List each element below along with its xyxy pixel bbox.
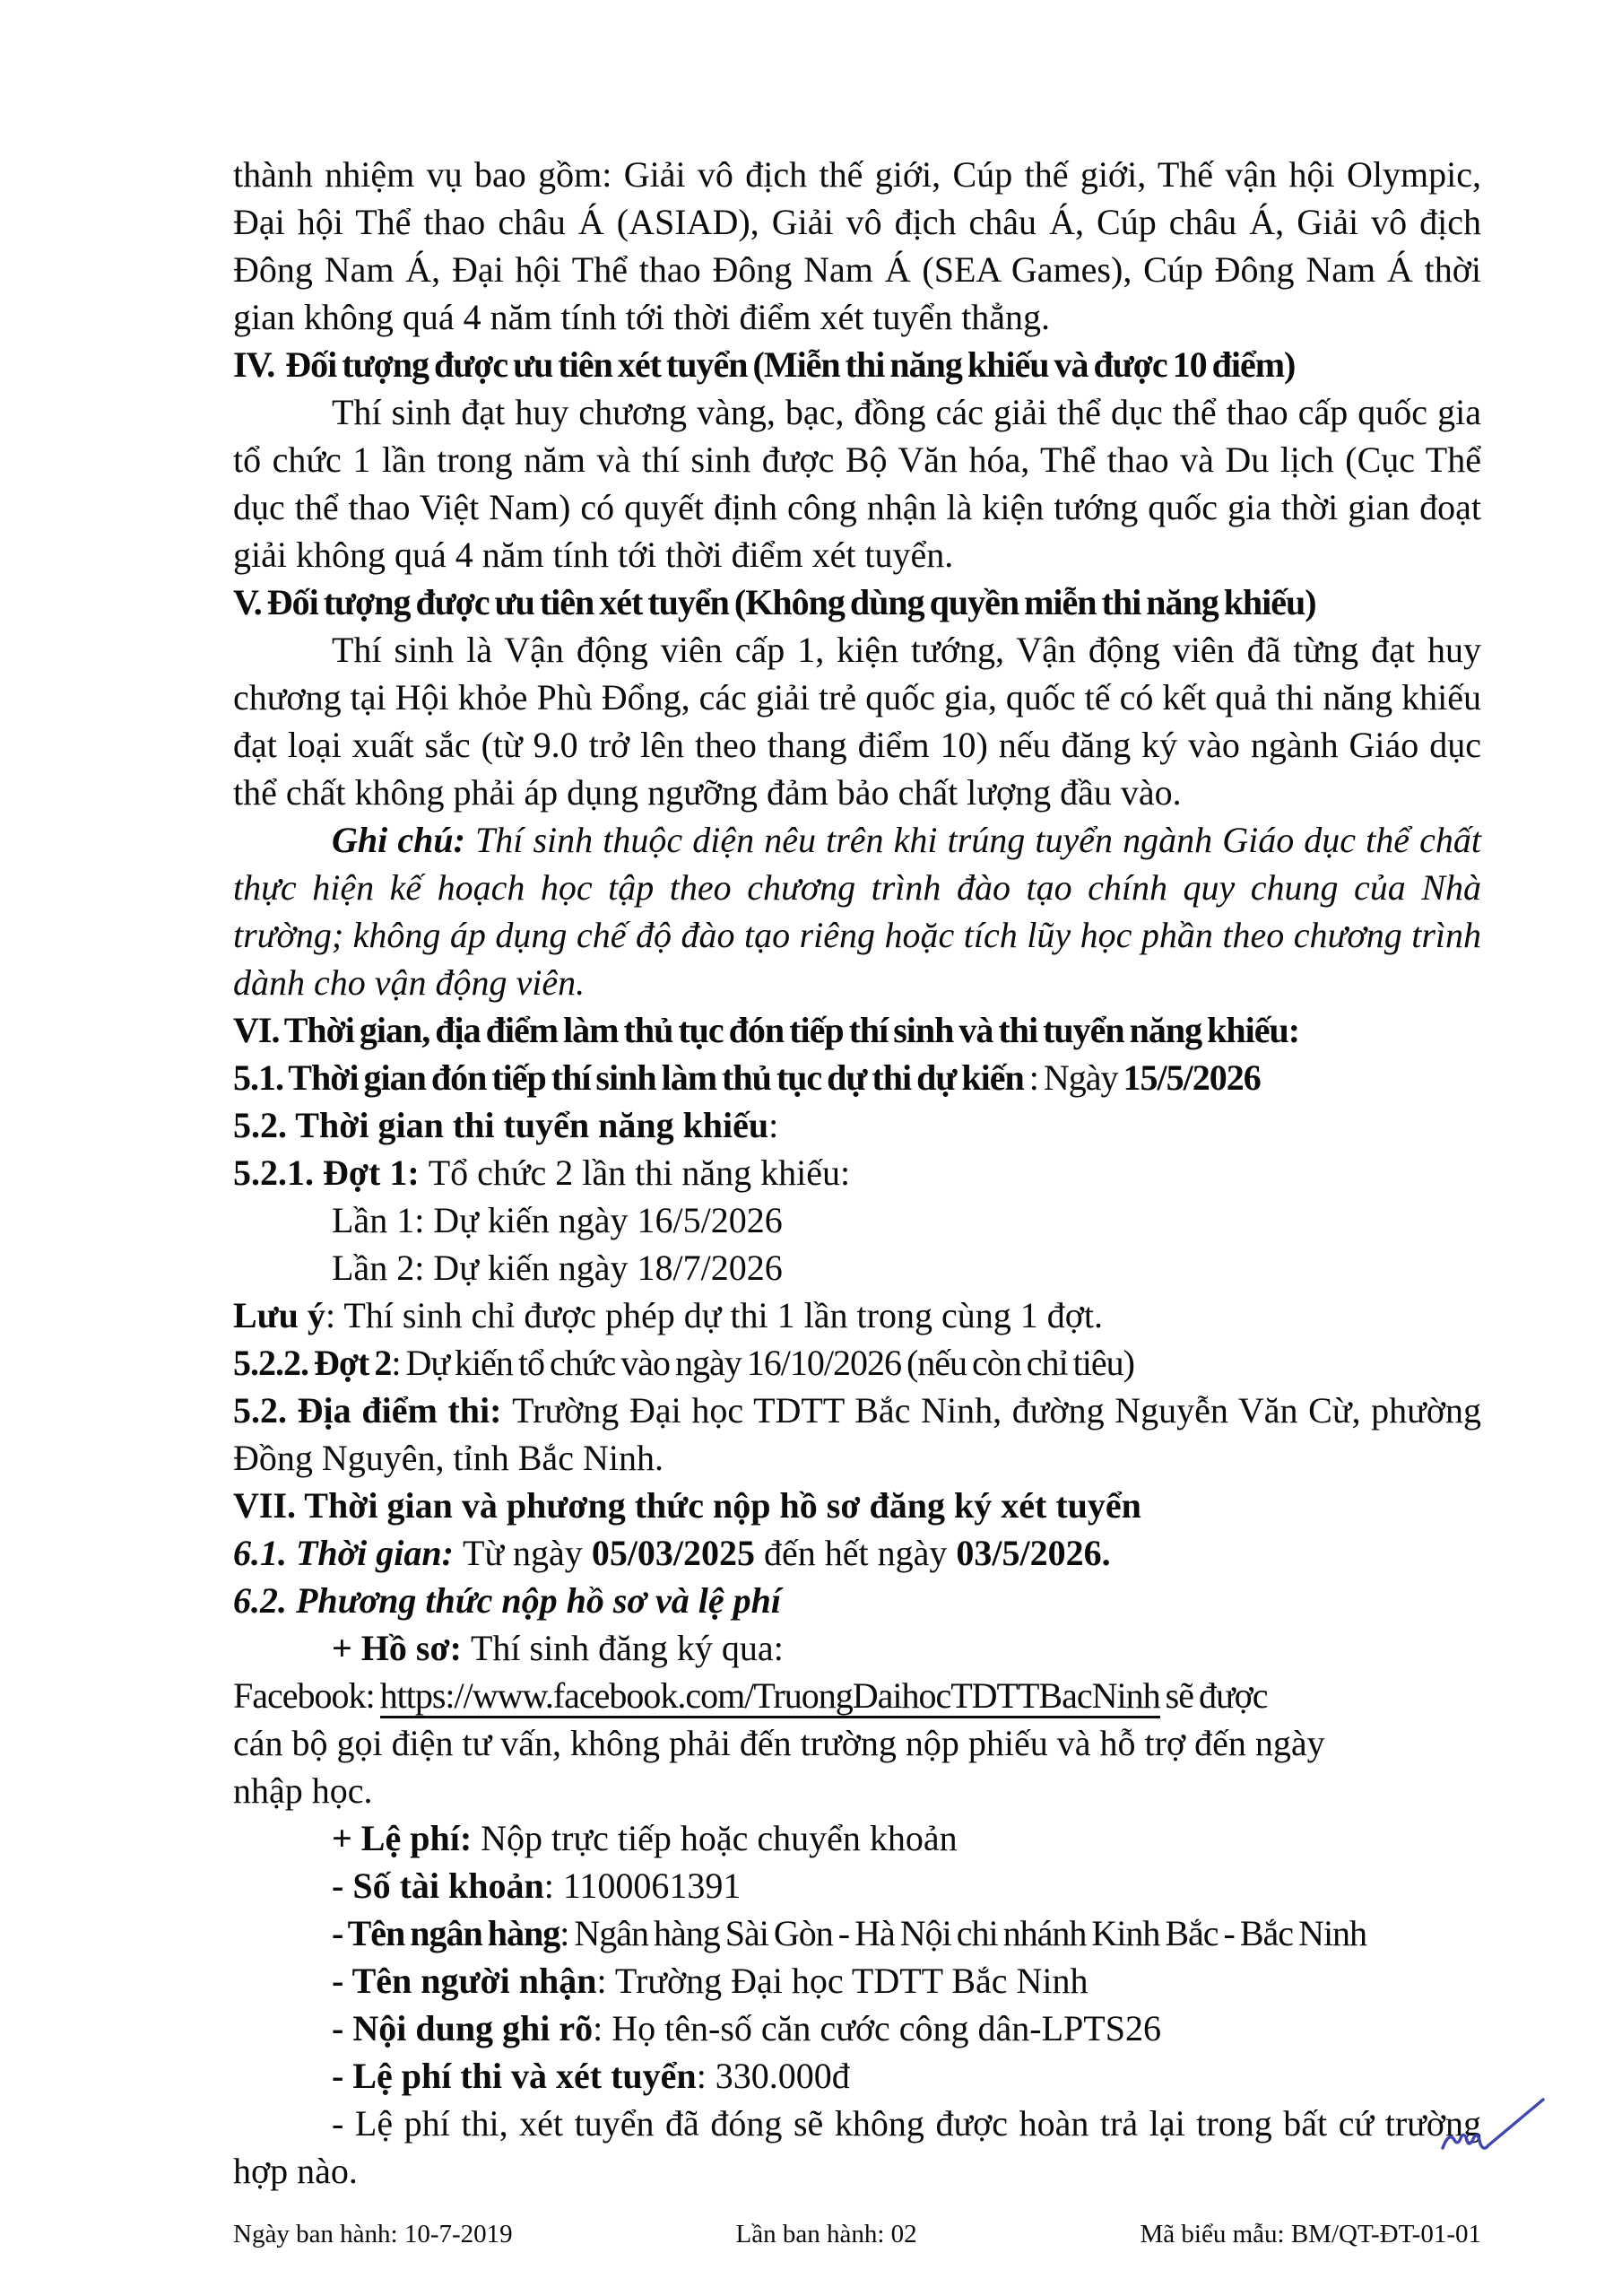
text-segment: 5.2. Thời gian thi tuyển năng khiếu [233,1105,769,1145]
para-dia-diem-thi [233,1387,1481,1482]
text-segment: : 330.000đ [696,2056,850,2096]
line-6-1 [233,1529,1481,1577]
footer-issue-date: Ngày ban hành: 10-7-2019 [233,2220,513,2248]
text-segment: : Thí sinh chỉ được phép dự thi 1 lần trong cùng 1 đợt. [325,1295,1103,1335]
line-ho-so [233,1624,1481,1672]
text-segment: đến hết ngày [755,1533,957,1573]
text-segment: thành nhiệm vụ bao gồm: Giải vô địch thế giới, Cúp thế giới, Thế vận hội Olympic, Đại hội Thể thao châu Á (ASIAD), Giải vô địch châu Á, Cúp châu Á, Giải vô địch Đông Nam Á, Đại hội Thể thao Đông Nam Á (SEA Games), Cúp Đông Nam Á thời gian không quá 4 năm tính tới thời điểm xét tuyển thẳng. [233,154,1481,337]
text-segment: Tổ chức 2 lần thi năng khiếu: [428,1152,851,1193]
para-facebook-1 [233,1672,1481,1719]
footer-form-code: Mã biểu mẫu: BM/QT-ĐT-01-01 [1140,2220,1481,2248]
para-facebook-2 [233,1719,1481,1767]
line-luu-y [233,1292,1481,1339]
text-segment: V. Đối tượng được ưu tiên xét tuyển (Không dùng quyền miễn thi năng khiếu) [233,582,1316,622]
text-segment: Trường Đại học TDTT Bắc Ninh, đường Nguyễn Văn Cừ, phường Đồng Nguyên, tỉnh Bắc Ninh. [233,1390,1481,1478]
para-refund [233,2100,1481,2195]
text-segment: 5.1. Thời gian đón tiếp thí sinh làm thủ tục dự thi dự kiến [233,1057,1024,1098]
text-segment: VII. Thời gian và phương thức nộp hồ sơ đăng ký xét tuyển [233,1485,1141,1526]
line-5-2 [233,1101,1481,1149]
text-segment: VI. Thời gian, địa điểm làm thủ tục đón tiếp thí sinh và thi tuyển năng khiếu: [233,1010,1300,1050]
text-segment: Thí sinh đạt huy chương vàng, bạc, đồng các giải thể dục thể thao cấp quốc gia tổ chức 1 lần trong năm và thí sinh được Bộ Văn hóa, Thể thao và Du lịch (Cục Thể dục thể thao Việt Nam) có quyết định công nhận là kiện tướng quốc gia thời gian đoạt giải không quá 4 năm tính tới thời điểm xét tuyển. [233,392,1481,575]
line-ten-nguoi-nhan [233,1957,1481,2005]
para-note [233,816,1481,1006]
text-segment: cán bộ gọi điện tư vấn, không phải đến trường nộp phiếu và hỗ trợ đến ngày [233,1723,1325,1763]
line-le-phi [233,1814,1481,1862]
document-body [233,151,1481,2195]
text-segment: : Họ tên-số căn cước công dân-LPTS26 [593,2008,1161,2048]
text-segment: : [768,1105,779,1145]
line-so-tai-khoan [233,1862,1481,1909]
text-segment: 5.2. Địa điểm thi: [233,1390,513,1431]
facebook-link[interactable]: https://www.facebook.com/TruongDaihocTDTTBacNinh [380,1675,1160,1718]
line-5-1 [233,1054,1481,1101]
heading-section-vi [233,1006,1481,1054]
text-segment: - Tên ngân hàng [332,1913,560,1953]
page-footer [233,2218,1481,2250]
para-priority-iv [233,388,1481,578]
heading-section-v [233,578,1481,626]
text-segment: : Trường Đại học TDTT Bắc Ninh [596,1961,1089,2001]
line-lan-2 [233,1244,1481,1292]
text-segment: Lần 1: Dự kiến ngày 16/5/2026 [332,1200,783,1240]
text-segment: Thí sinh thuộc diện nêu trên khi trúng tuyển ngành Giáo dục thể chất thực hiện kế hoạch học tập theo chương trình đào tạo chính quy chung của Nhà trường; không áp dụng chế độ đào tạo riêng hoặc tích lũy học phần theo chương trình dành cho vận động viên. [233,820,1482,1003]
text-segment: Thí sinh là Vận động viên cấp 1, kiện tướng, Vận động viên đã từng đạt huy chương tại Hội khỏe Phù Đổng, các giải trẻ quốc gia, quốc tế có kết quả thi năng khiếu đạt loại xuất sắc (từ 9.0 trở lên theo thang điểm 10) nếu đăng ký vào ngành Giáo dục thể chất không phải áp dụng ngưỡng đảm bảo chất lượng đầu vào. [233,630,1481,813]
footer-issue-number: Lần ban hành: 02 [735,2220,917,2248]
heading-section-vii [233,1482,1481,1529]
line-lan-1 [233,1196,1481,1244]
line-le-phi-thi [233,2052,1481,2100]
text-segment: - Tên người nhận [332,1961,597,2001]
line-noi-dung [233,2005,1481,2052]
text-segment: 6.1. Thời gian: [233,1533,463,1573]
signature-stroke-icon [1436,2093,1555,2167]
text-segment: Thí sinh đăng ký qua: [470,1628,784,1668]
text-segment: Facebook: [233,1675,380,1716]
text-segment: 15/5/2026 [1123,1057,1261,1098]
text-segment: : Ngân hàng Sài Gòn - Hà Nội chi nhánh Kinh Bắc - Bắc Ninh [559,1913,1367,1953]
text-segment: sẽ được [1159,1675,1268,1716]
text-segment: Lần 2: Dự kiến ngày 18/7/2026 [332,1248,783,1288]
para-facebook-3 [233,1767,1481,1814]
heading-6-2 [233,1577,1481,1624]
line-ten-ngan-hang [233,1909,1481,1957]
text-segment: 05/03/2025 [591,1533,756,1573]
text-segment: Ghi chú: [332,820,476,860]
text-segment: - Lệ phí thi và xét tuyển [332,2056,697,2096]
text-segment: : 1100061391 [543,1866,742,1906]
signature-mark [1436,2093,1555,2167]
heading-section-iv [233,341,1481,388]
text-segment: IV. Đối tượng được ưu tiên xét tuyển (Miễn thi năng khiếu và được 10 điểm) [233,344,1296,385]
text-segment: Lưu ý [233,1295,325,1335]
text-segment: + Lệ phí: [332,1818,481,1858]
para-priority-v [233,626,1481,816]
text-segment: Từ ngày [462,1533,592,1573]
text-segment: nhập học. [233,1770,373,1811]
line-5-2-2 [233,1339,1481,1387]
text-segment: Nộp trực tiếp hoặc chuyển khoản [481,1818,958,1858]
line-5-2-1 [233,1149,1481,1196]
text-segment: : Dự kiến tổ chức vào ngày 16/10/2026 (nếu còn chỉ tiêu) [391,1343,1134,1383]
text-segment: + Hồ sơ: [332,1628,471,1668]
text-segment: 5.2.2. Đợt 2 [233,1343,392,1383]
text-segment: : Ngày [1023,1057,1123,1098]
text-segment: - Lệ phí thi, xét tuyển đã đóng sẽ không được hoàn trả lại trong bất cứ trường hợp nào. [233,2103,1481,2191]
text-segment: - Số tài khoản [332,1866,544,1906]
text-segment: 5.2.1. Đợt 1: [233,1152,429,1193]
text-segment: 6.2. Phương thức nộp hồ sơ và lệ phí [233,1580,781,1621]
text-segment: - Nội dung ghi rõ [332,2008,594,2048]
para-intro-continuation [233,151,1481,341]
text-segment: 03/5/2026. [956,1533,1111,1573]
